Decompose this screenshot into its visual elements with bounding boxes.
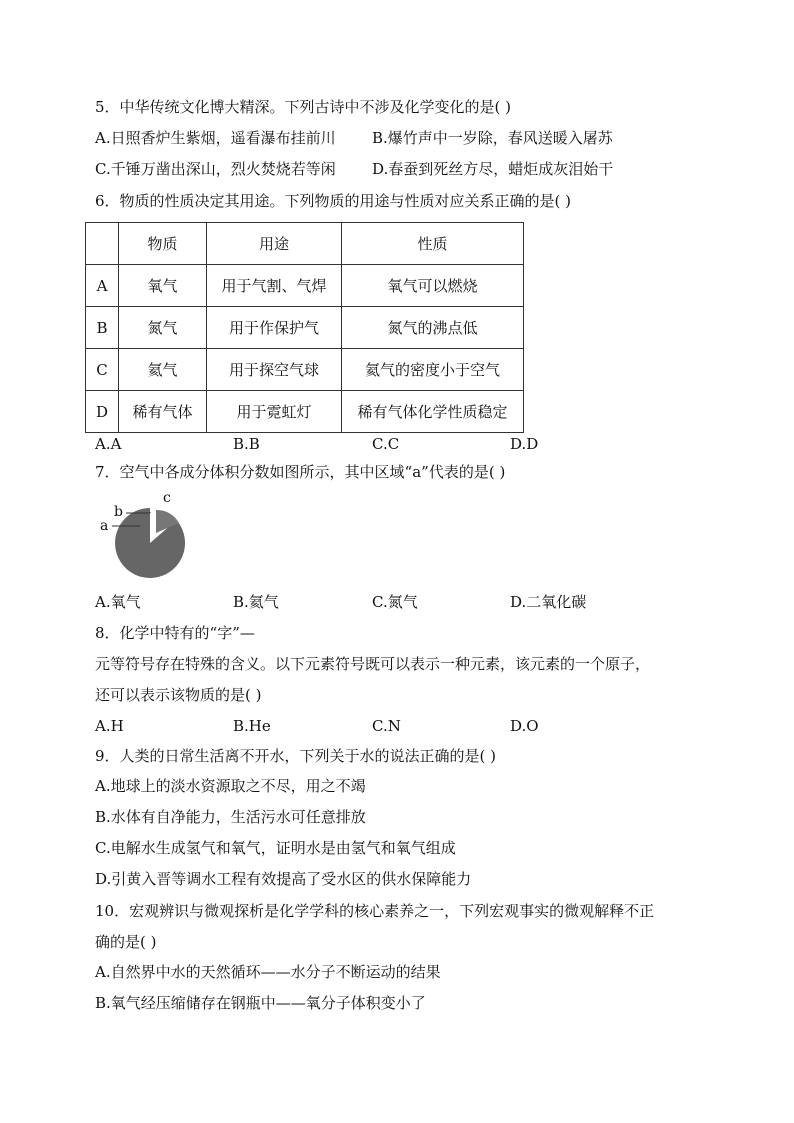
table-header-row [86,223,524,265]
q8-stem-line2: 元等符号存在特殊的含义。以下元素符号既可以表示一种元素，该元素的一个原子， [95,655,651,673]
table-cell: A [86,265,119,307]
table-row [86,391,524,433]
q7-option-d: D.二氧化碳 [510,593,587,611]
pie-label-c: c [163,490,171,506]
air-composition-pie-chart [100,488,200,580]
q9-stem: 9．人类的日常生活离不开水，下列关于水的说法正确的是( ) [95,747,497,765]
q8-stem-line3: 还可以表示该物质的是( ) [95,686,262,704]
table-cell: 稀有气体化学性质稳定 [342,391,524,433]
q10-stem-line1: 10．宏观辨识与微观探析是化学学科的核心素养之一，下列宏观事实的微观解释不正 [95,902,655,920]
table-cell: 氦气 [119,349,207,391]
table-cell: 用于霓虹灯 [207,391,342,433]
q5-option-c: C.千锤万凿出深山，烈火焚烧若等闲 [95,160,336,178]
q7-option-a: A.氧气 [95,593,141,611]
q8-stem-line1: 8．化学中特有的“字”— [95,624,255,642]
pie-label-b: b [114,504,123,520]
table-header-cell [86,223,119,265]
table-header-cell: 用途 [207,223,342,265]
q6-option-c: C.C [372,435,400,453]
q7-stem: 7．空气中各成分体积分数如图所示，其中区域“a”代表的是( ) [95,463,506,481]
table-header-cell: 性质 [342,223,524,265]
table-cell: 氮气 [119,307,207,349]
q9-option-c: C.电解水生成氢气和氧气，证明水是由氢气和氧气组成 [95,839,456,857]
q5-stem: 5．中华传统文化博大精深。下列古诗中不涉及化学变化的是( ) [95,98,512,116]
q10-option-b: B.氧气经压缩储存在钢瓶中——氧分子体积变小了 [95,994,426,1012]
q6-table [85,222,524,433]
q10-option-a: A.自然界中水的天然循环——水分子不断运动的结果 [95,963,441,981]
q5-option-b: B.爆竹声中一岁除，春风送暖入屠苏 [372,129,613,147]
table-cell: 氦气的密度小于空气 [342,349,524,391]
q8-option-c: C.N [372,717,401,735]
q6-option-a: A.A [95,435,122,453]
table-row [86,307,524,349]
table-cell: 稀有气体 [119,391,207,433]
table-cell: 用于作保护气 [207,307,342,349]
q5-option-d: D.春蚕到死丝方尽，蜡炬成灰泪始干 [372,160,614,178]
q6-option-b: B.B [233,435,260,453]
pie-label-a: a [100,518,109,534]
table-cell: D [86,391,119,433]
q5-option-a: A.日照香炉生紫烟，遥看瀑布挂前川 [95,129,336,147]
table-row [86,265,524,307]
q9-option-b: B.水体有自净能力，生活污水可任意排放 [95,808,366,826]
q7-option-c: C.氮气 [372,593,418,611]
table-header-cell: 物质 [119,223,207,265]
q8-option-b: B.He [233,717,271,735]
table-cell: 氮气的沸点低 [342,307,524,349]
table-cell: C [86,349,119,391]
q6-stem: 6．物质的性质决定其用途。下列物质的用途与性质对应关系正确的是( ) [95,192,572,210]
q7-option-b: B.氦气 [233,593,279,611]
table-cell: 用于气割、气焊 [207,265,342,307]
table-cell: 氧气 [119,265,207,307]
q8-option-d: D.O [510,717,539,735]
table-cell: 用于探空气球 [207,349,342,391]
table-cell: 氧气可以燃烧 [342,265,524,307]
q6-option-d: D.D [510,435,539,453]
q9-option-a: A.地球上的淡水资源取之不尽，用之不竭 [95,777,366,795]
q9-option-d: D.引黄入晋等调水工程有效提高了受水区的供水保障能力 [95,870,472,888]
q10-stem-line2: 确的是( ) [95,933,157,951]
table-row [86,349,524,391]
table-cell: B [86,307,119,349]
q8-option-a: A.H [95,717,124,735]
